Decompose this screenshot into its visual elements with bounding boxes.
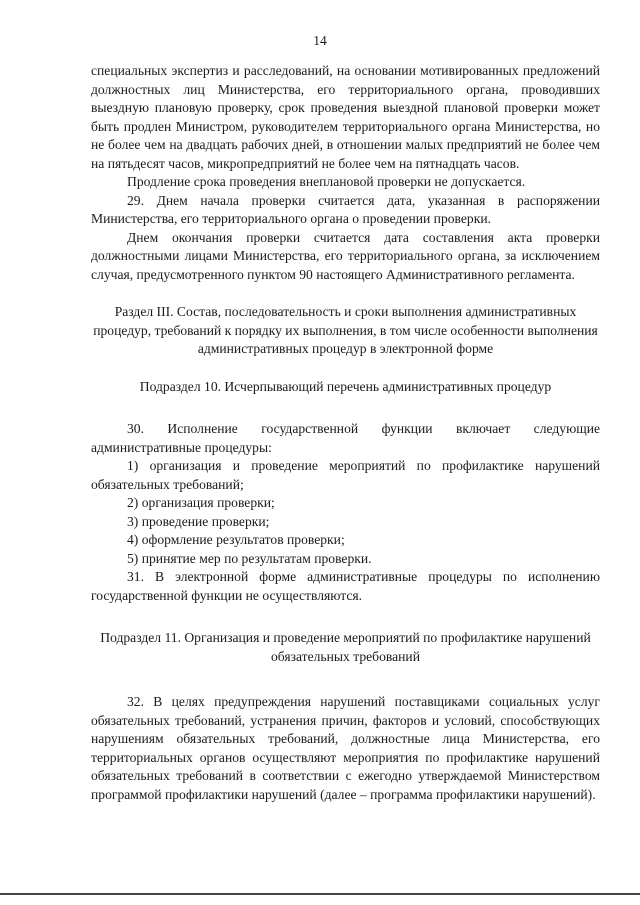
section-3-heading: Раздел III. Состав, последовательность и сроки выполнения административных процедур, требований к порядку их выполнения, в том числе особенности выполнения административных процедур в электронной форме	[93, 304, 598, 356]
list-item: 3) проведение проверки;	[127, 513, 270, 529]
paragraph-extension-rule: Продление срока проведения внеплановой проверки не допускается.	[127, 174, 526, 189]
paragraph-32: 32. В целях предупреждения нарушений поставщиками социальных услуг обязательных требований, устранения причин, факторов и условий, способствующих нарушениям обязательных требований, должностные лица Министерства, его территориальных органов осуществляют мероприятия по профилактике нарушений обязательных требований в соответствии с ежегодно утверждаемой Министерством программой профилактики нарушений (далее – программа профилактики нарушений).	[91, 694, 600, 802]
list-item: 1) организация и проведение мероприятий по профилактике нарушений обязательных требований;	[91, 458, 600, 492]
subsection-11-heading: Подраздел 11. Организация и проведение мероприятий по профилактике нарушений обязательных требований	[100, 630, 591, 664]
paragraph-31: 31. В электронной форме административные процедуры по исполнению государственной функции не осуществляются.	[91, 569, 600, 603]
paragraph-continuation: специальных экспертиз и расследований, на основании мотивированных предложений должностных лиц Министерства, его территориального органа, проводивших выездную плановую проверку, срок проведения выездной плановой проверки может быть продлен Министром, руководителем территориального органа Министерства, но не более чем на двадцать рабочих дней, в отношении малых предприятий не более чем на пятьдесят часов, микропредприятий не более чем на пятнадцать часов.	[91, 63, 600, 171]
paragraph-29: 29. Днем начала проверки считается дата, указанная в распоряжении Министерства, его территориального органа о проведении проверки.	[91, 192, 600, 226]
scan-edge-line	[0, 893, 640, 895]
document-body	[91, 62, 600, 804]
page-number: 14	[313, 33, 327, 48]
subsection-10-heading: Подраздел 10. Исчерпывающий перечень административных процедур	[139, 378, 552, 394]
list-item: 4) оформление результатов проверки;	[127, 532, 345, 547]
list-item: 2) организация проверки;	[127, 495, 275, 510]
paragraph-end-date: Днем окончания проверки считается дата составления акта проверки должностными лицами Министерства, его территориального органа, за исключением случая, предусмотренного пунктом 90 настоящего Административного регламента.	[91, 229, 600, 282]
paragraph-30: 30. Исполнение государственной функции включает следующие административные процедуры:	[91, 421, 600, 455]
list-item: 5) принятие мер по результатам проверки.	[127, 550, 372, 566]
